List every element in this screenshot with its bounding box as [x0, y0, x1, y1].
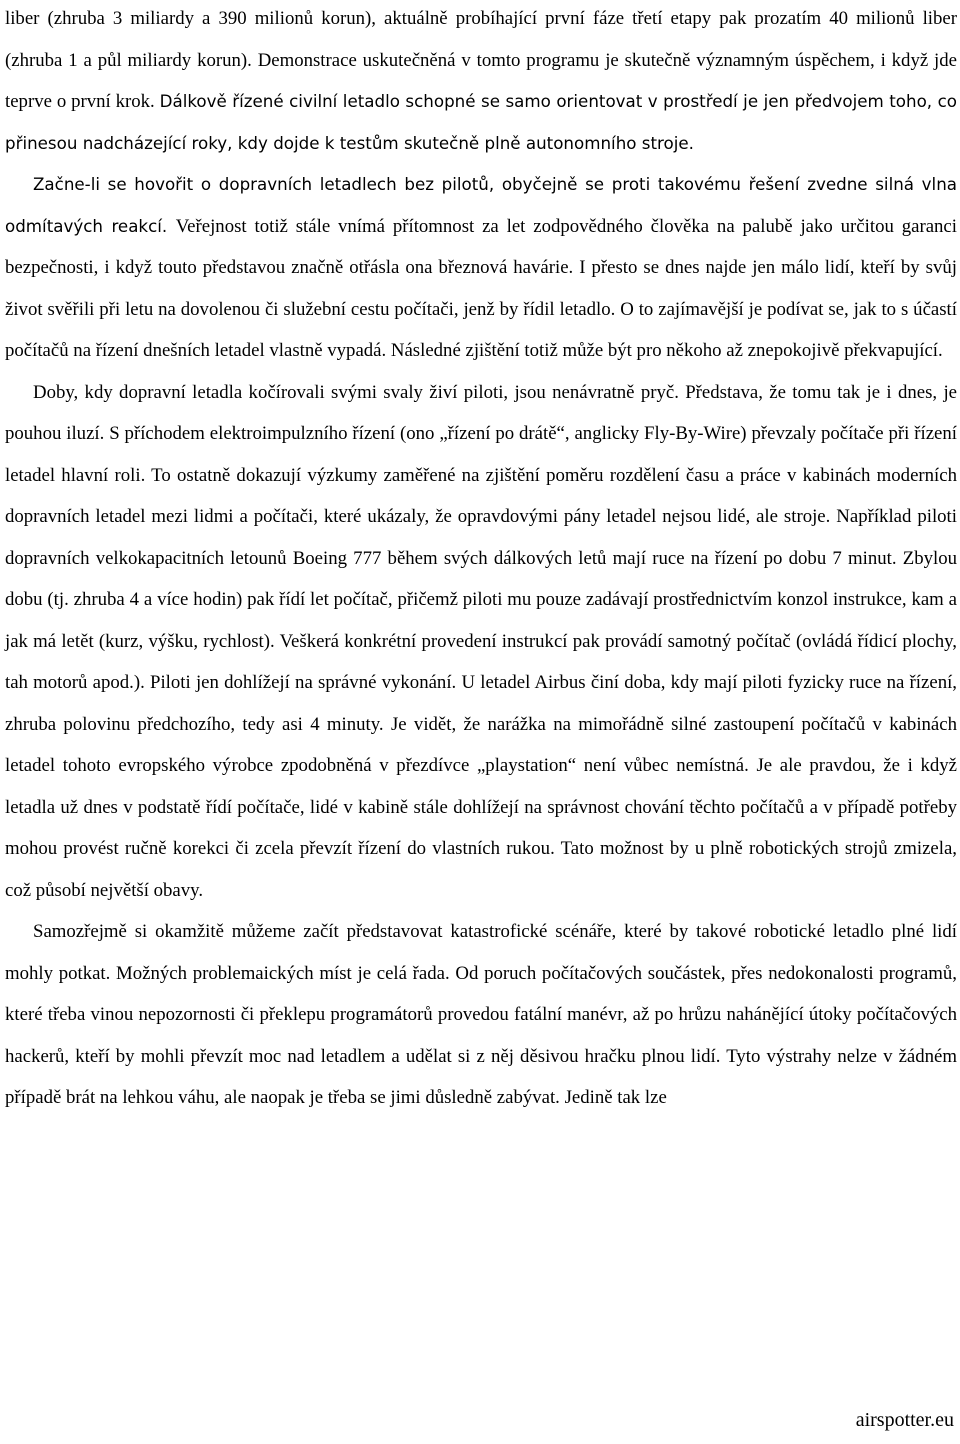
paragraph-1 [5, 0, 957, 164]
paragraph-2-text-a: Začne-li se hovořit o dopravních letadlech bez pilotů, obyčejně se proti takovému řešení zvedne silná vlna odmítavých reakcí. [5, 174, 957, 236]
document-body [5, 0, 957, 1119]
paragraph-2 [5, 164, 957, 372]
paragraph-2-text-b: Veřejnost totiž stále vnímá přítomnost za let zodpovědného člověka na palubě jako určitou garanci bezpečnosti, i když touto představou značně otřásla ona březnová havárie. I přesto se dnes najde jen málo lidí, kteří by svůj život svěřili při letu na dovolenou či služební cestu počítači, jenž by řídil letadlo. O to zajímavější je podívat se, jak to s účastí počítačů na řízení dnešních letadel vlastně vypadá. Následné zjištění totiž může být pro někoho až znepokojivě překvapující. [5, 215, 957, 361]
paragraph-1-text-b: Dálkově řízené civilní letadlo schopné se samo orientovat v prostředí je jen předvojem toho, co přinesou nadcházející roky, kdy dojde k testům skutečně plně autonomního stroje. [5, 91, 957, 153]
paragraph-4-text: Samozřejmě si okamžitě můžeme začít představovat katastrofické scénáře, které by takové robotické letadlo plné lidí mohly potkat. Možných problemaických míst je celá řada. Od poruch počítačových součástek, přes nedokonalosti programů, které třeba vinou nepozornosti či překlepu programátorů provedou fatální manévr, až po hrůzu nahánějící útoky počítačových hackerů, kteří by mohli převzít moc nad letadlem a udělat si z něj děsivou hračku plnou lidí. Tyto výstrahy nelze v žádném případě brát na lehkou váhu, ale naopak je třeba se jimi důsledně zabývat. Jedině tak lze [5, 921, 957, 1108]
paragraph-4 [5, 911, 957, 1119]
paragraph-3 [5, 372, 957, 912]
paragraph-1-text-a: liber (zhruba 3 miliardy a 390 milionů korun), aktuálně probíhající první fáze třetí etapy pak prozatím 40 milionů liber (zhruba 1 a půl miliardy korun). Demonstrace uskutečněná v tomto programu je skutečně významným úspěchem, i když jde teprve o první krok. [5, 8, 957, 112]
paragraph-3-text: Doby, kdy dopravní letadla kočírovali svými svaly živí piloti, jsou nenávratně pryč. Představa, že tomu tak je i dnes, je pouhou iluzí. S příchodem elektroimpulzního řízení (ono „řízení po drátě“, anglicky Fly-By-Wire) převzaly počítače při řízení letadel hlavní roli. To ostatně dokazují výzkumy zaměřené na zjištění poměru rozdělení času a práce v kabinách moderních dopravních letadel mezi lidmi a počítači, které ukázaly, že opravdovými pány letadel nejsou lidé, ale stroje. Například piloti dopravních velkokapacitních letounů Boeing 777 během svých dálkových letů mají ruce na řízení po dobu 7 minut. Zbylou dobu (tj. zhruba 4 a více hodin) pak řídí let počítač, přičemž piloti mu pouze zadávají prostřednictvím konzol instrukce, kam a jak má letět (kurz, výšku, rychlost). Veškerá konkrétní provedení instrukcí pak provádí samotný počítač (ovládá řídicí plochy, tah motorů apod.). Piloti jen dohlížejí na správné vykonání. U letadel Airbus činí doba, kdy mají piloti fyzicky ruce na řízení, zhruba polovinu předchozího, tedy asi 4 minuty. Je vidět, že narážka na mimořádně silné zastoupení počítačů v kabinách letadel tohoto evropského výrobce zpodobněná v přezdívce „playstation“ není vůbec nemístná. Je ale pravdou, že i když letadla už dnes v podstatě řídí počítače, lidé v kabině stále dohlížejí na správnost chování těchto počítačů a v případě potřeby mohou provést ručně korekci či zcela převzít řízení do vlastních rukou. Tato možnost by u plně robotických strojů zmizela, což působí největší obavy. [5, 381, 957, 901]
footer-site-name: airspotter.eu [855, 1409, 954, 1431]
